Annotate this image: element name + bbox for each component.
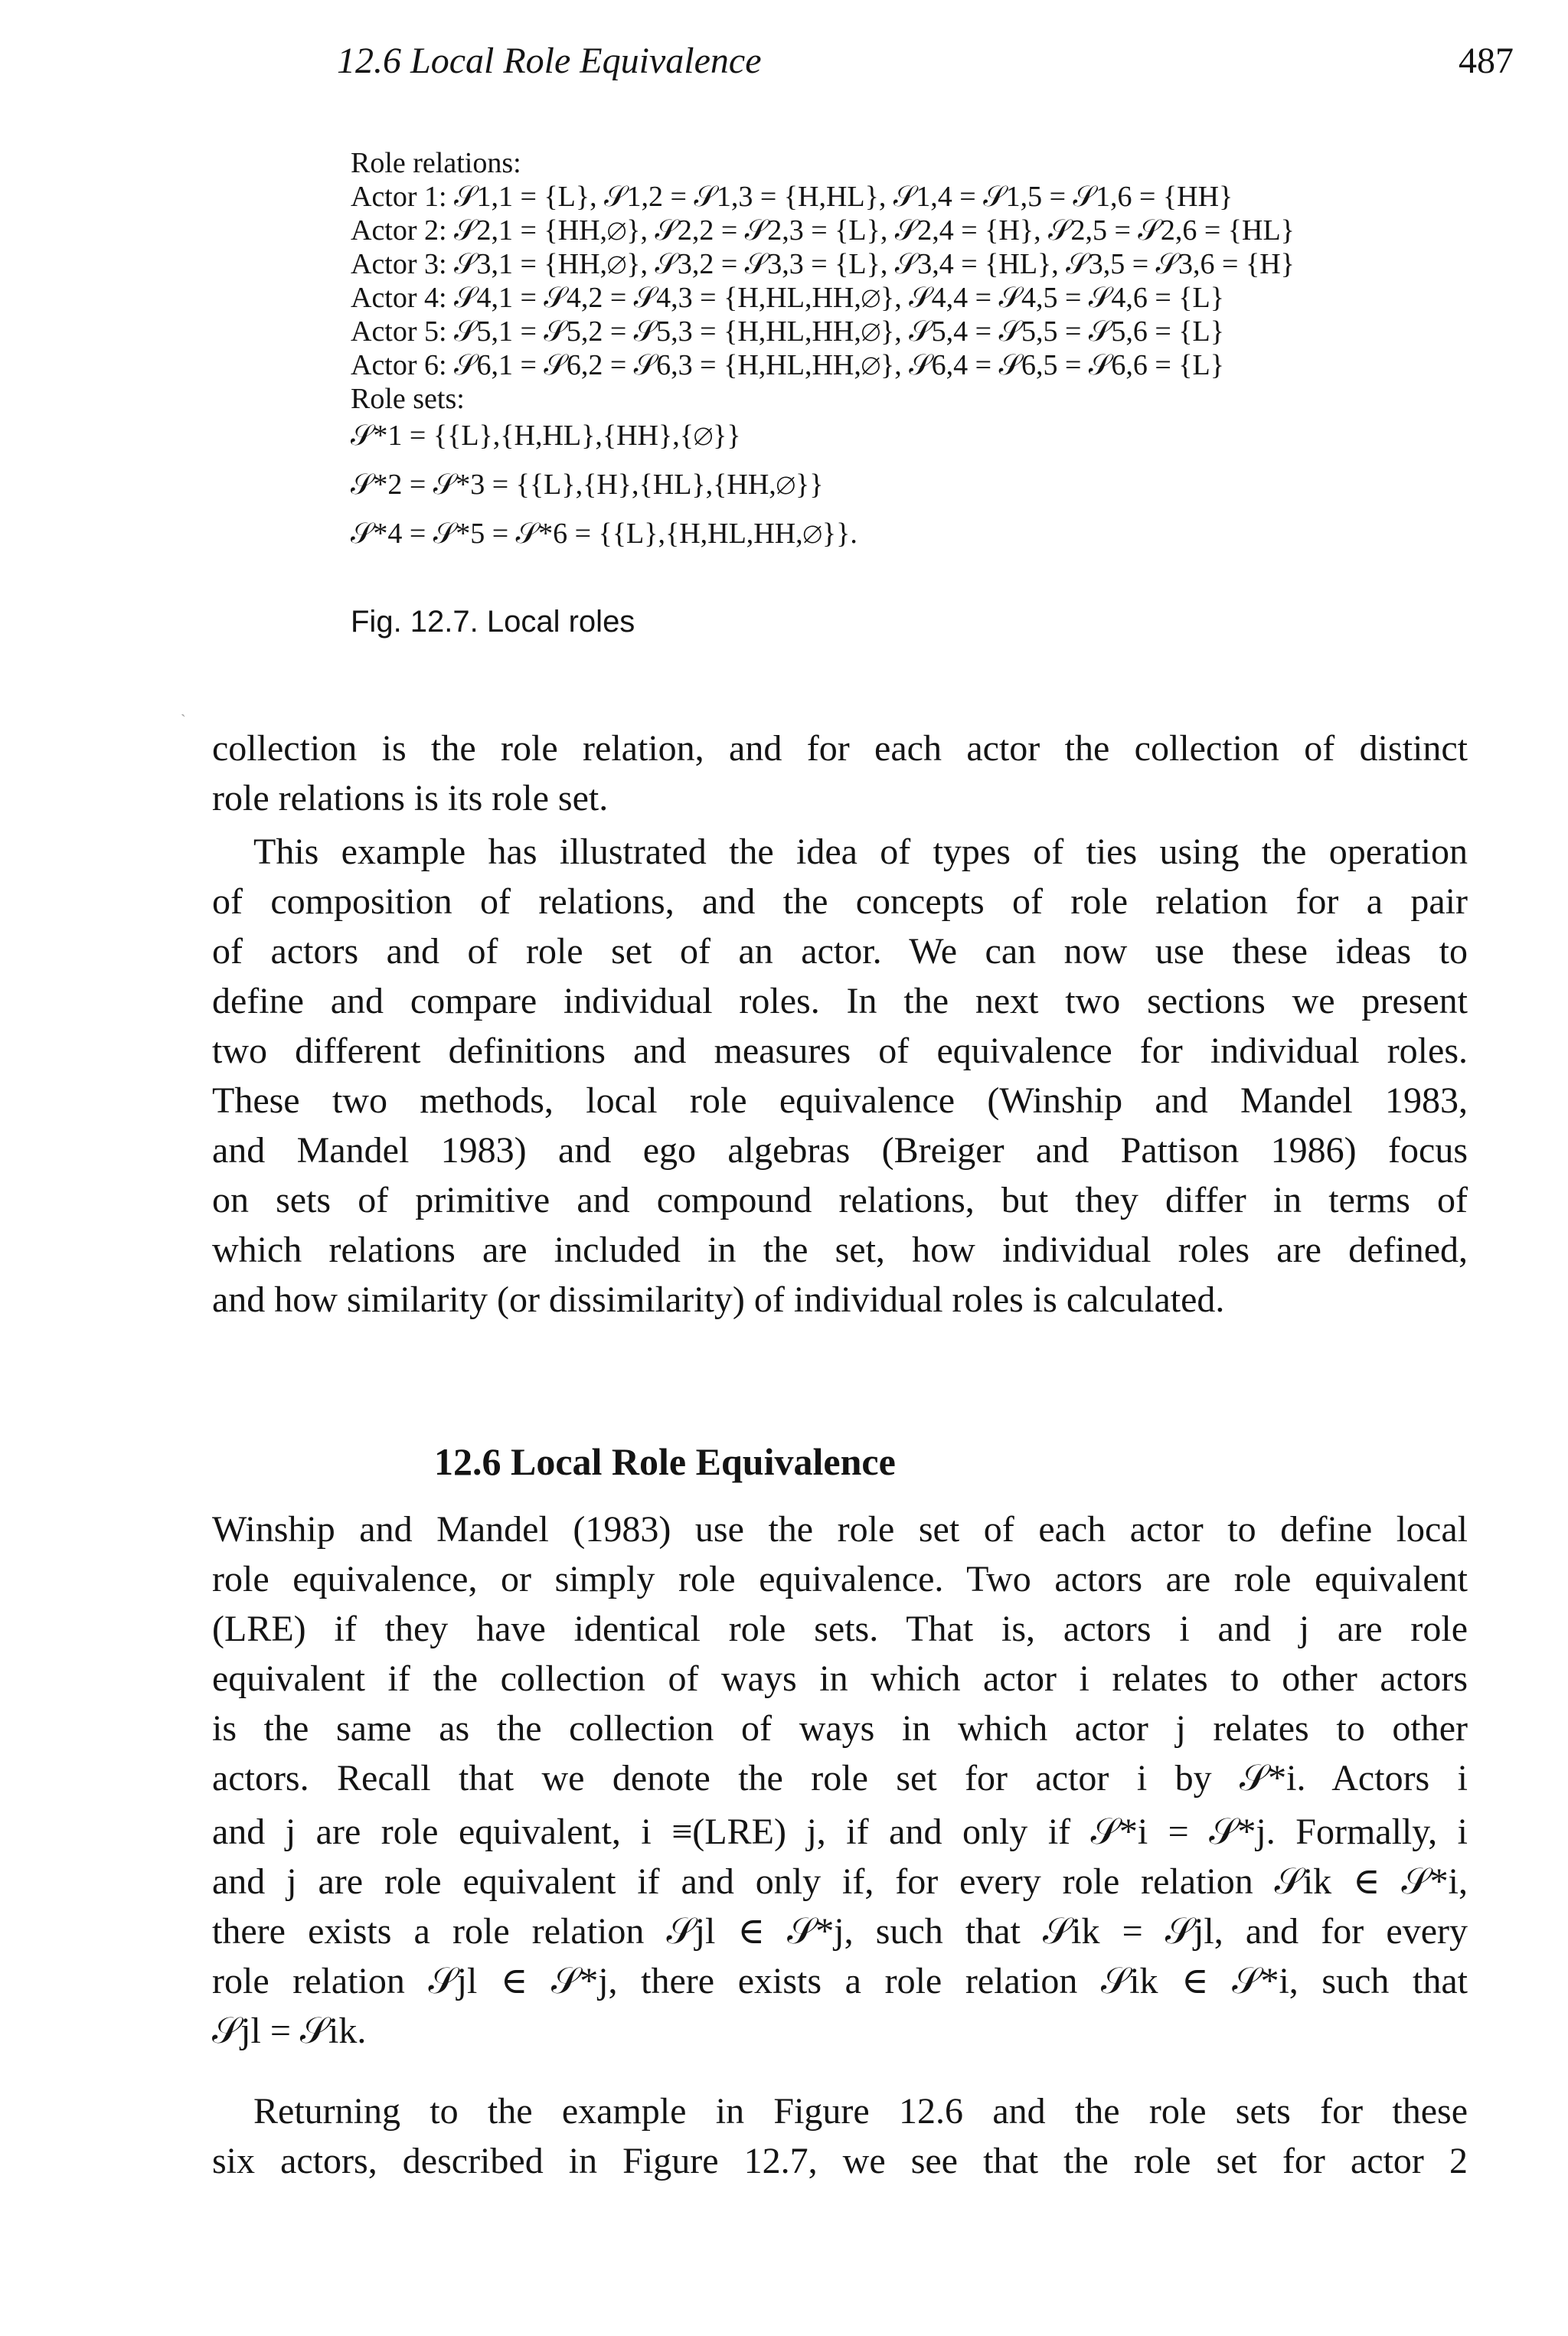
text-line: there exists a role relation 𝒮jl ∈ 𝒮*j, such that 𝒮ik = 𝒮jl, and for every xyxy=(212,1911,1468,1952)
text-line: Winship and Mandel (1983) use the role set of each actor to define local xyxy=(212,1509,1468,1550)
text-line: and j are role equivalent if and only if, for every role relation 𝒮ik ∈ 𝒮*i, xyxy=(212,1861,1468,1902)
text-line: of composition of relations, and the concepts of role relation for a pair xyxy=(212,881,1468,922)
text-line: actors. Recall that we denote the role set for actor i by 𝒮*i. Actors i xyxy=(212,1758,1468,1799)
text-line: role relations is its role set. xyxy=(212,778,609,818)
text-line: six actors, described in Figure 12.7, we see that the role set for actor 2 xyxy=(212,2141,1468,2181)
text-line: These two methods, local role equivalence (Winship and Mandel 1983, xyxy=(212,1080,1468,1121)
role-relation-actor-3: Actor 3: 𝒮3,1 = {HH,∅}, 𝒮3,2 = 𝒮3,3 = {L}, 𝒮3,4 = {HL}, 𝒮3,5 = 𝒮3,6 = {H} xyxy=(351,248,1295,280)
text-line: define and compare individual roles. In the next two sections we present xyxy=(212,981,1468,1021)
text-line: and how similarity (or dissimilarity) of individual roles is calculated. xyxy=(212,1279,1225,1320)
role-set-actor-1: 𝒮*1 = {{L},{H,HL},{HH},{∅}} xyxy=(351,420,741,452)
role-relation-actor-1: Actor 1: 𝒮1,1 = {L}, 𝒮1,2 = 𝒮1,3 = {H,HL}, 𝒮1,4 = 𝒮1,5 = 𝒮1,6 = {HH} xyxy=(351,181,1233,213)
role-relation-actor-5: Actor 5: 𝒮5,1 = 𝒮5,2 = 𝒮5,3 = {H,HL,HH,∅}, 𝒮5,4 = 𝒮5,5 = 𝒮5,6 = {L} xyxy=(351,315,1224,348)
text-line: (LRE) if they have identical role sets. That is, actors i and j are role xyxy=(212,1609,1468,1649)
text-line: is the same as the collection of ways in which actor j relates to other xyxy=(212,1708,1468,1749)
page-number: 487 xyxy=(1459,41,1514,81)
role-relations-label: Role relations: xyxy=(351,147,521,179)
role-relation-actor-6: Actor 6: 𝒮6,1 = 𝒮6,2 = 𝒮6,3 = {H,HL,HH,∅}, 𝒮6,4 = 𝒮6,5 = 𝒮6,6 = {L} xyxy=(351,349,1224,381)
text-line: and j are role equivalent, i ≡(LRE) j, if and only if 𝒮*i = 𝒮*j. Formally, i xyxy=(212,1812,1468,1852)
text-line: of actors and of role set of an actor. We can now use these ideas to xyxy=(212,931,1468,972)
section-heading: 12.6 Local Role Equivalence xyxy=(434,1440,896,1483)
role-relation-actor-2: Actor 2: 𝒮2,1 = {HH,∅}, 𝒮2,2 = 𝒮2,3 = {L}, 𝒮2,4 = {H}, 𝒮2,5 = 𝒮2,6 = {HL} xyxy=(351,214,1295,247)
text-line: role equivalence, or simply role equivalence. Two actors are role equivalent xyxy=(212,1559,1468,1599)
text-line: on sets of primitive and compound relations, but they differ in terms of xyxy=(212,1180,1468,1220)
text-line: This example has illustrated the idea of types of ties using the operation xyxy=(253,831,1468,872)
text-line: and Mandel 1983) and ego algebras (Breiger and Pattison 1986) focus xyxy=(212,1130,1468,1171)
role-relation-actor-4: Actor 4: 𝒮4,1 = 𝒮4,2 = 𝒮4,3 = {H,HL,HH,∅}, 𝒮4,4 = 𝒮4,5 = 𝒮4,6 = {L} xyxy=(351,282,1224,314)
text-line: role relation 𝒮jl ∈ 𝒮*j, there exists a role relation 𝒮ik ∈ 𝒮*i, such that xyxy=(212,1961,1468,2001)
figure-caption: Fig. 12.7. Local roles xyxy=(351,605,635,639)
text-line: which relations are included in the set, how individual roles are defined, xyxy=(212,1230,1468,1270)
role-set-actors-2-3: 𝒮*2 = 𝒮*3 = {{L},{H},{HL},{HH,∅}} xyxy=(351,469,824,501)
stray-mark: ` xyxy=(181,712,186,729)
role-sets-label: Role sets: xyxy=(351,383,465,415)
text-line: equivalent if the collection of ways in which actor i relates to other actors xyxy=(212,1658,1468,1699)
running-header-title: 12.6 Local Role Equivalence xyxy=(337,41,762,81)
role-set-actors-4-6: 𝒮*4 = 𝒮*5 = 𝒮*6 = {{L},{H,HL,HH,∅}}. xyxy=(351,518,858,550)
text-line: Returning to the example in Figure 12.6 and the role sets for these xyxy=(253,2091,1468,2132)
text-line: collection is the role relation, and for each actor the collection of distinct xyxy=(212,728,1468,769)
text-line: 𝒮jl = 𝒮ik. xyxy=(212,2011,367,2051)
text-line: two different definitions and measures of equivalence for individual roles. xyxy=(212,1031,1468,1071)
